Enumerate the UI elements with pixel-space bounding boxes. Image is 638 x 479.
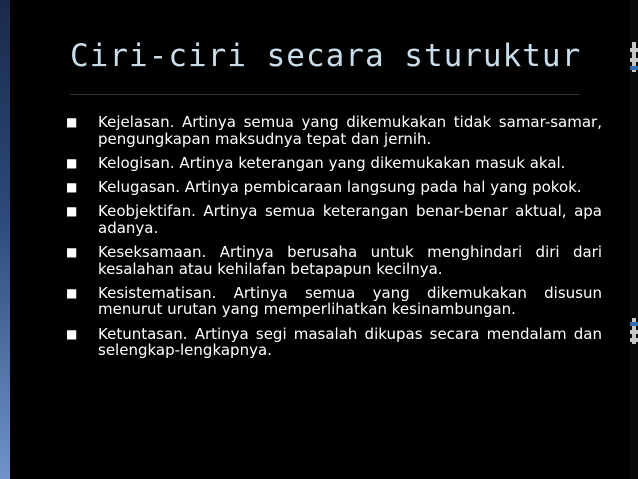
- list-item: [64, 203, 602, 236]
- list-item: [64, 179, 602, 196]
- square-bullet-icon: ■: [66, 179, 78, 194]
- decorative-mark: [630, 48, 638, 52]
- right-decorative-strip: [630, 0, 638, 479]
- square-bullet-icon: ■: [66, 204, 78, 219]
- square-bullet-icon: ■: [66, 115, 78, 129]
- slide-title: Ciri-ciri secara sturuktur: [70, 38, 582, 74]
- title-divider: [70, 94, 580, 95]
- square-bullet-icon: ■: [66, 244, 78, 259]
- decorative-mark: [630, 322, 638, 326]
- list-item: [64, 155, 602, 172]
- list-item: [64, 244, 602, 277]
- decorative-mark: [630, 66, 638, 70]
- list-item-text: Kejelasan. Artinya semua yang dikemukakan tidak samar-samar, pengungkapan maksudnya tepat dan jernih.: [98, 113, 602, 148]
- decorative-mark: [630, 58, 638, 62]
- list-item-text: Keseksamaan. Artinya berusaha untuk menghindari diri dari kesalahan atau kehilafan betapapun kecilnya.: [98, 242, 602, 278]
- list-item-text: Kelogisan. Artinya keterangan yang dikemukakan masuk akal.: [98, 153, 566, 172]
- list-item-text: Kelugasan. Artinya pembicaraan langsung pada hal yang pokok.: [98, 177, 582, 196]
- list-item: [64, 114, 602, 147]
- square-bullet-icon: ■: [66, 326, 78, 341]
- list-item: [64, 326, 602, 359]
- list-item: [64, 285, 602, 318]
- decorative-mark: [630, 330, 638, 334]
- square-bullet-icon: ■: [66, 285, 78, 300]
- bullet-list: [64, 114, 602, 366]
- list-item-text: Kesistematisan. Artinya semua yang dikemukakan disusun menurut urutan yang memperlihatkan kesinambungan.: [98, 283, 602, 319]
- list-item-text: Keobjektifan. Artinya semua keterangan benar-benar aktual, apa adanya.: [98, 202, 602, 237]
- decorative-mark: [630, 338, 638, 342]
- left-decorative-bar: [0, 0, 10, 479]
- square-bullet-icon: ■: [66, 155, 78, 170]
- list-item-text: Ketuntasan. Artinya segi masalah dikupas secara mendalam dan selengkap-lengkapnya.: [98, 324, 602, 360]
